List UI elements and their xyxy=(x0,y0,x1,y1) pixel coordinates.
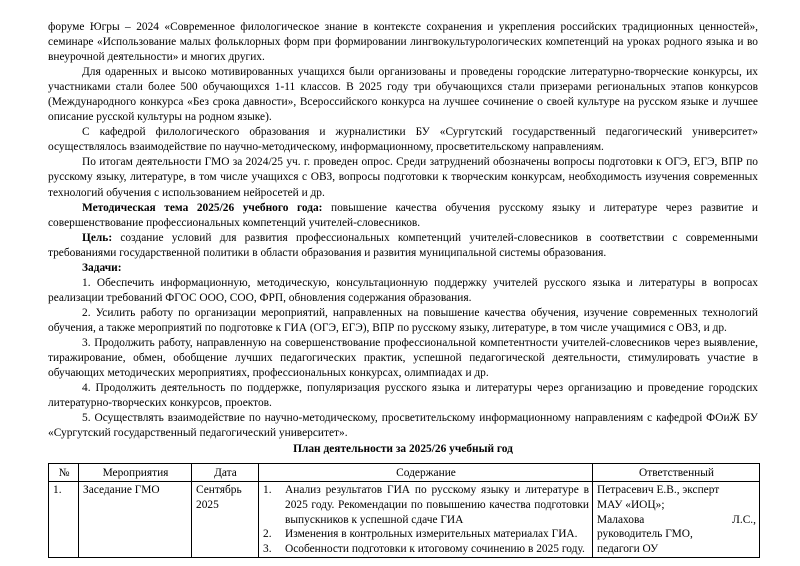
goal-label: Цель: xyxy=(82,231,113,244)
content-list-item xyxy=(263,483,589,527)
responsible-line: руководитель ГМО, xyxy=(597,528,693,541)
paragraph-goal xyxy=(48,231,758,261)
goal-text: создание условий для развития профессиональных компетенций учителей-словесников в соответствии с современными требованиями государственной политики в области образования и развития муниципальной системы образования. xyxy=(48,231,758,259)
responsible-name: Малахова xyxy=(597,513,645,526)
cell-content xyxy=(259,482,593,558)
responsible-line: педагоги ОУ xyxy=(597,542,659,555)
task-item-4: 4. Продолжить деятельность по поддержке, популяризация русского языка и литературы через организацию и проведение городских литературно-творческих конкурсов, проектов. xyxy=(48,382,758,410)
responsible-line: МАУ «ИОЦ»; xyxy=(597,498,665,511)
content-item-text: Анализ результатов ГИА по русскому языку и литературе в 2025 году. Рекомендации по повышению качества подготовки выпускников к успешной сдаче ГИА xyxy=(285,484,589,526)
content-item-marker: 1. xyxy=(263,484,272,497)
table-header-row xyxy=(49,464,760,482)
content-item-text: Особенности подготовки к итоговому сочинению в 2025 году. xyxy=(285,542,585,555)
content-item-marker: 2. xyxy=(263,528,272,541)
responsible-line xyxy=(597,513,756,528)
task-item-5: 5. Осуществлять взаимодействие по научно-методическому, просветительскому информационному направлениям с кафедрой ФОиЖ БУ «Сургутский государственный педагогический университет». xyxy=(48,412,758,440)
content-list-item xyxy=(263,542,589,557)
paragraph-1: форуме Югры – 2024 «Современное филологическое знание в контексте сохранения и укрепления российских традиционных ценностей», семинаре «Использование малых фольклорных форм при формировании лингвокультурологических компетенций на уроках родного языка и во внеурочной деятельности» и многих других. xyxy=(48,21,758,64)
responsible-initials: Л.С., xyxy=(732,513,756,526)
table-header-responsible: Ответственный xyxy=(593,464,760,482)
plan-title: План деятельности за 2025/26 учебный год xyxy=(293,443,513,456)
cell-number: 1. xyxy=(49,482,79,558)
task-item-3: 3. Продолжить работу, направленную на совершенствование профессиональной компетентности учителей-словесников через выявление, тиражирование, обмен, обобщение лучших педагогических практик, успешной педагогической деятельности, стимулировать участие в обучающих методических мероприятиях, профессиональных конкурсах, олимпиадах и др. xyxy=(48,336,758,380)
content-list-item xyxy=(263,527,589,542)
cell-responsible xyxy=(593,482,760,558)
table-header-event: Мероприятия xyxy=(79,464,192,482)
methodical-theme-label: Методическая тема 2025/26 учебного года: xyxy=(82,201,323,214)
table-header-content: Содержание xyxy=(259,464,593,482)
paragraph-tasks-heading xyxy=(48,261,758,276)
responsible-line: Петрасевич Е.В., эксперт xyxy=(597,484,720,497)
table-header-number: № xyxy=(49,464,79,482)
paragraph-4: По итогам деятельности ГМО за 2024/25 уч. г. проведен опрос. Среди затруднений обозначены вопросы подготовки к ОГЭ, ЕГЭ, ВПР по русскому языку, литературе, в том числе учащихся с ОВЗ, вопросы подготовки к творческим конкурсам, необходимость изучения современных технологий обучения с использованием нейросетей и др. xyxy=(48,156,758,199)
content-item-text: Изменения в контрольных измерительных материалах ГИА. xyxy=(285,528,578,541)
paragraph-3: С кафедрой филологического образования и журналистики БУ «Сургутский государственный педагогический университет» осуществлялось взаимодействие по научно-методическому, информационному, просветительскому направлениям. xyxy=(48,126,758,154)
paragraph-methodical-theme xyxy=(48,201,758,231)
plan-table-body xyxy=(49,482,760,558)
plan-table xyxy=(48,463,760,558)
content-item-marker: 3. xyxy=(263,542,272,555)
task-item-1: 1. Обеспечить информационную, методическую, консультационную поддержку учителей русского языка и литературы в вопросах реализации требований ФГОС ООО, СОО, ФРП, обновления содержания образования. xyxy=(48,276,758,304)
task-item-2: 2. Усилить работу по организации мероприятий, направленных на повышение качества обучения, изучение современных технологий обучения, а также мероприятий по подготовке к ГИА (ОГЭ, ЕГЭ), ВПР по русскому языку, литературе, в том числе учащимися с ОВЗ, и др. xyxy=(48,306,758,334)
methodical-theme-text: повышение качества обучения русскому языку и литературе через развитие и совершенствование профессиональных компетенций учителей-словесников. xyxy=(48,201,758,229)
content-list xyxy=(263,483,589,556)
cell-event: Заседание ГМО xyxy=(79,482,192,558)
plan-table-head xyxy=(49,464,760,482)
table-row xyxy=(49,482,760,558)
cell-date: Сентябрь 2025 xyxy=(192,482,259,558)
paragraph-2: Для одаренных и высоко мотивированных учащихся были организованы и проведены городские литературно-творческие конкурсы, их участниками стали более 500 обучающихся 1-11 классов. В 2025 году три обучающихся стали призерами региональных этапов конкурсов (Международного конкурса «Без срока давности», Всероссийского конкурса на лучшее сочинение о своей культуре на русском языке и лучшее описание русской культуры на родном языке). xyxy=(48,66,758,124)
table-header-date: Дата xyxy=(192,464,259,482)
tasks-label: Задачи: xyxy=(82,261,122,274)
